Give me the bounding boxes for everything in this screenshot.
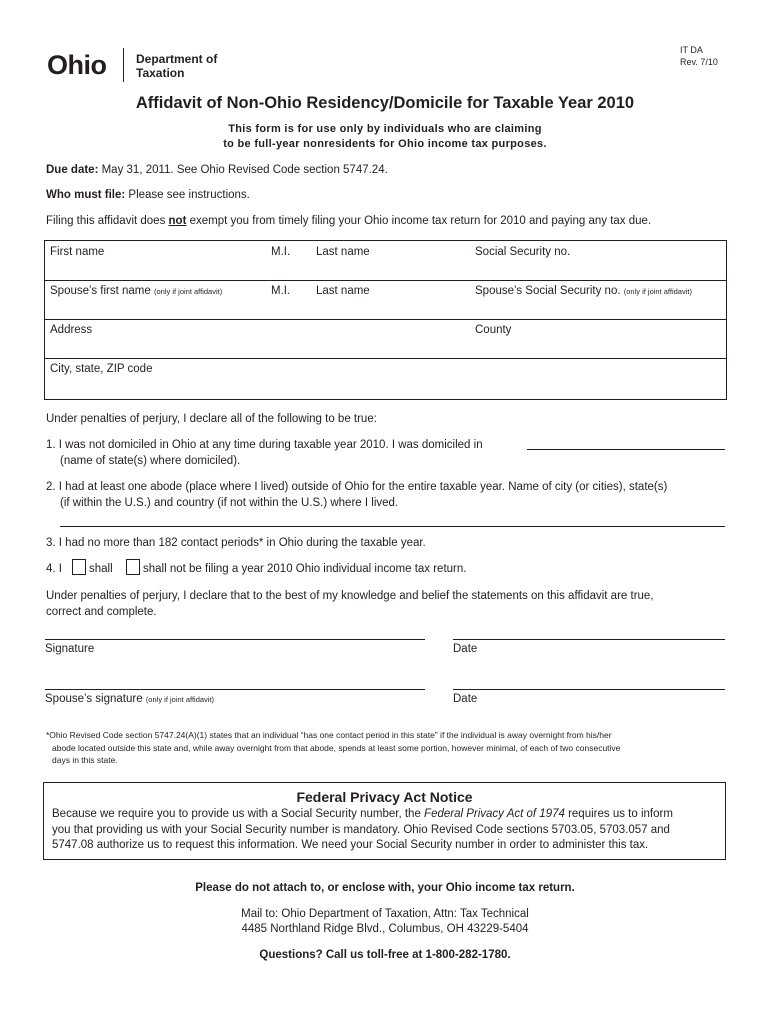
who-must-file: [46, 188, 250, 203]
exempt-notice: [46, 214, 651, 229]
who-must-file-text: Please see instructions.: [125, 189, 250, 201]
page-title: Affidavit of Non-Ohio Residency/Domicile for Taxable Year 2010: [135, 94, 635, 112]
privacy-line-2: you that providing us with your Social Security number is mandatory. Ohio Revised Code sections 5703.05, 5703.057 and: [52, 823, 670, 836]
spouse-ssn-field[interactable]: [475, 284, 692, 299]
department-line-2: Taxation: [136, 66, 185, 80]
row-divider: [45, 358, 726, 359]
privacy-line-3: 5747.08 authorize us to request this information. We need your Social Security number in order to administer this tax.: [52, 839, 649, 851]
last-name-field[interactable]: Last name: [316, 246, 370, 258]
address-field[interactable]: Address: [50, 324, 93, 336]
who-must-file-label: Who must file:: [46, 189, 126, 201]
shall-checkbox[interactable]: [72, 559, 86, 575]
city-state-zip-field[interactable]: City, state, ZIP code: [50, 363, 153, 375]
due-date-label: Due date:: [46, 164, 99, 176]
spouse-signature-text: Spouse’s signature: [45, 693, 143, 705]
item-2-note: (if within the U.S.) and country (if not within the U.S.) where I lived.: [60, 497, 399, 509]
shall-not-checkbox[interactable]: [126, 559, 140, 575]
footnote-line-3: days in this state.: [52, 755, 118, 765]
spouse-ssn-label: Spouse’s Social Security no.: [475, 285, 621, 297]
questions-phone: Questions? Call us toll-free at 1-800-282-1780.: [259, 949, 511, 961]
department-name: [136, 52, 217, 80]
spouse-signature-line[interactable]: [45, 689, 425, 690]
subtitle-line-1: This form is for use only by individuals who are claiming: [228, 123, 542, 135]
department-line-1: Department of: [136, 52, 218, 66]
abode-location-input-line[interactable]: [60, 526, 725, 527]
spouse-mi-field[interactable]: M.I.: [271, 285, 291, 297]
mail-to-line-1: Mail to: Ohio Department of Taxation, Attn: Tax Technical: [241, 908, 529, 920]
footnote-line-2: abode located outside this state and, while away overnight from that abode, spends at least some portion, however minimal, of each of two consecutive: [52, 742, 621, 753]
signature-label: Signature: [45, 643, 95, 655]
contact-period-footnote: [46, 729, 732, 767]
joint-note: (only if joint affidavit): [154, 287, 223, 296]
item-3-text: 3. I had no more than 182 contact periods* in Ohio during the taxable year.: [46, 537, 426, 549]
ssn-field[interactable]: Social Security no.: [475, 246, 571, 258]
spouse-first-name-field[interactable]: [50, 284, 222, 299]
privacy-line-1: [52, 807, 716, 823]
form-identifier: [680, 44, 718, 68]
row-divider: [45, 319, 726, 320]
item-4-prefix: 4. I: [46, 563, 62, 575]
signature-line[interactable]: [45, 639, 425, 640]
subtitle-line-2: to be full-year nonresidents for Ohio income tax purposes.: [223, 138, 547, 150]
footnote-line-1: *Ohio Revised Code section 5747.24(A)(1) states that an individual “has one contact period in this state” if the individual is away overnight from his/her: [46, 730, 612, 740]
item-1-note: (name of state(s) where domiciled).: [60, 455, 241, 467]
privacy-notice-body: [52, 807, 716, 854]
shall-not-label: shall not be filing a year 2010 Ohio individual income tax return.: [143, 563, 467, 575]
not-emphasis: not: [168, 215, 187, 227]
date-label: Date: [453, 643, 478, 655]
subtitle: [0, 122, 770, 152]
county-field[interactable]: County: [475, 324, 512, 336]
privacy-act-name: Federal Privacy Act of 1974: [424, 808, 565, 820]
first-name-field[interactable]: First name: [50, 246, 105, 258]
shall-label: shall: [89, 563, 113, 575]
domicile-state-input-line[interactable]: [527, 449, 725, 450]
privacy-line-1-c: requires us to inform: [564, 808, 673, 820]
exempt-text-before: Filing this affidavit does: [46, 215, 169, 227]
spouse-signature-label: [45, 693, 214, 705]
identity-fields-table: [44, 240, 727, 400]
row-divider: [45, 280, 726, 281]
joint-note: (only if joint affidavit): [623, 287, 692, 296]
privacy-notice-box: [43, 782, 726, 860]
spouse-date-line[interactable]: [453, 689, 725, 690]
mi-field[interactable]: M.I.: [271, 246, 291, 258]
exempt-text-after: exempt you from timely filing your Ohio income tax return for 2010 and paying any tax due.: [186, 215, 652, 227]
form-id: IT DA: [680, 45, 703, 55]
privacy-notice-title: Federal Privacy Act Notice: [296, 789, 473, 805]
item-2-text: 2. I had at least one abode (place where I lived) outside of Ohio for the entire taxable year. Name of city (or cities), state(s): [46, 481, 668, 493]
ohio-logo: Ohio: [47, 50, 107, 80]
perjury-statement-line-2: correct and complete.: [46, 606, 157, 618]
due-date-text: May 31, 2011. See Ohio Revised Code section 5747.24.: [98, 164, 388, 176]
due-date: [46, 163, 388, 178]
mail-to-line-2: 4485 Northland Ridge Blvd., Columbus, OH 43229-5404: [241, 923, 529, 935]
privacy-line-1-a: Because we require you to provide us with a Social Security number, the: [52, 808, 425, 820]
logo-divider: [123, 48, 124, 82]
declaration-heading: Under penalties of perjury, I declare all of the following to be true:: [46, 413, 377, 425]
perjury-statement-line-1: Under penalties of perjury, I declare that to the best of my knowledge and belief the statements on this affidavit are true,: [46, 590, 654, 602]
do-not-attach-notice: Please do not attach to, or enclose with, your Ohio income tax return.: [195, 882, 575, 894]
item-1-text: 1. I was not domiciled in Ohio at any time during taxable year 2010. I was domiciled in: [46, 439, 483, 451]
date-line[interactable]: [453, 639, 725, 640]
joint-note: (only if joint affidavit): [145, 695, 215, 704]
revision-date: Rev. 7/10: [680, 57, 718, 67]
spouse-last-name-field[interactable]: Last name: [316, 285, 370, 297]
spouse-date-label: Date: [453, 693, 478, 705]
spouse-first-name-label: Spouse’s first name: [50, 285, 151, 297]
